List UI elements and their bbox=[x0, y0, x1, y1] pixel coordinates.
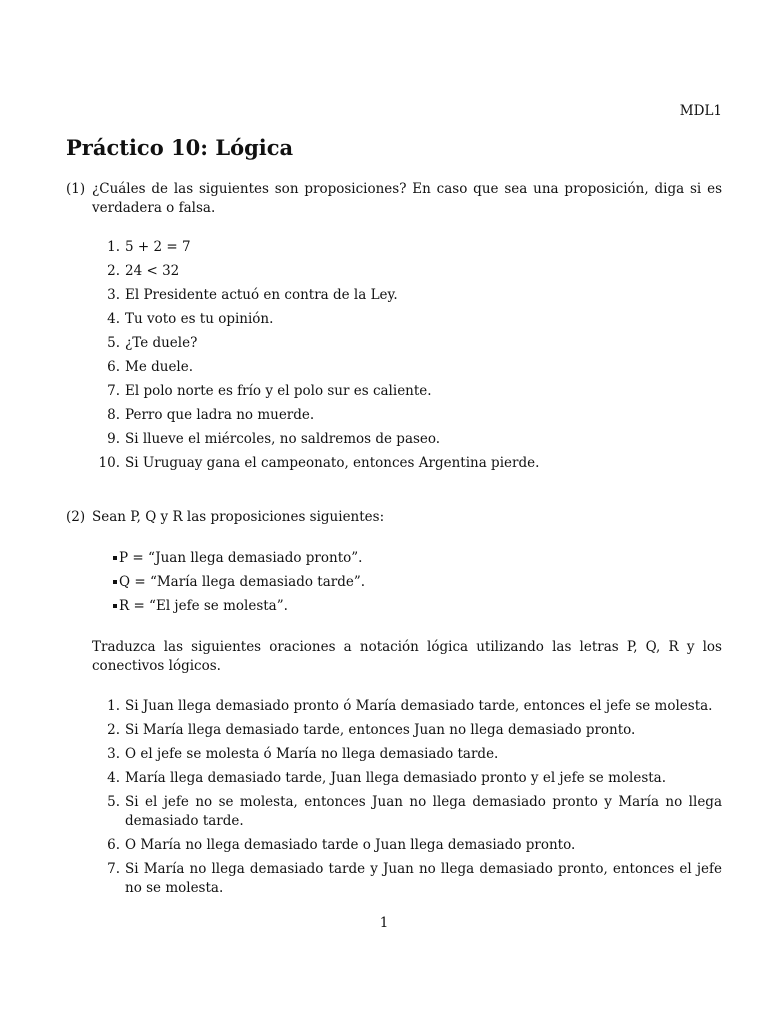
list-item bbox=[66, 549, 722, 568]
propositions-list bbox=[66, 549, 722, 616]
proposition-text: Q = “María llega demasiado tarde”. bbox=[119, 574, 366, 590]
item-text: El Presidente actuó en contra de la Ley. bbox=[125, 287, 398, 303]
page-title: Práctico 10: Lógica bbox=[66, 135, 294, 160]
proposition-text: R = “El jefe se molesta”. bbox=[119, 598, 288, 614]
item-number: 3. bbox=[107, 287, 120, 303]
item-number: 7. bbox=[107, 861, 120, 877]
exercise-1 bbox=[66, 180, 722, 473]
list-item bbox=[66, 697, 722, 716]
item-text: Me duele. bbox=[125, 359, 194, 375]
exercise-1-prompt: ¿Cuáles de las siguientes son proposiciones? En caso que sea una proposición, diga si es verdadera o falsa. bbox=[92, 181, 722, 216]
item-text: ¿Te duele? bbox=[125, 335, 198, 351]
bullet-icon bbox=[113, 604, 117, 608]
list-item bbox=[66, 597, 722, 616]
exercise-2-instruction: Traduzca las siguientes oraciones a notación lógica utilizando las letras P, Q, R y los conectivos lógicos. bbox=[92, 639, 722, 674]
list-item bbox=[66, 454, 722, 473]
list-item bbox=[66, 430, 722, 449]
exercise-2-header bbox=[66, 508, 722, 527]
item-text: Si el jefe no se molesta, entonces Juan no llega demasiado pronto y María no llega demasiado tarde. bbox=[125, 794, 722, 829]
list-item bbox=[66, 836, 722, 855]
item-number: 4. bbox=[107, 311, 120, 327]
page-number: 1 bbox=[379, 915, 389, 931]
list-item bbox=[66, 406, 722, 425]
item-text: Si Juan llega demasiado pronto ó María demasiado tarde, entonces el jefe se molesta. bbox=[125, 698, 713, 714]
item-number: 3. bbox=[107, 746, 120, 762]
bullet-icon bbox=[113, 580, 117, 584]
item-number: 6. bbox=[107, 359, 120, 375]
list-item bbox=[66, 262, 722, 281]
item-number: 10. bbox=[98, 455, 120, 471]
list-item bbox=[66, 286, 722, 305]
exercise-2 bbox=[66, 508, 722, 898]
item-text: 24 < 32 bbox=[125, 263, 180, 279]
item-number: 5. bbox=[107, 794, 120, 810]
list-item bbox=[66, 860, 722, 898]
item-number: 4. bbox=[107, 770, 120, 786]
item-text: O María no llega demasiado tarde o Juan llega demasiado pronto. bbox=[125, 837, 576, 853]
list-item bbox=[66, 721, 722, 740]
item-number: 5. bbox=[107, 335, 120, 351]
list-item bbox=[66, 238, 722, 257]
exercise-1-header bbox=[66, 180, 722, 218]
course-code: MDL1 bbox=[679, 103, 722, 119]
list-item bbox=[66, 573, 722, 592]
list-item bbox=[66, 310, 722, 329]
list-item bbox=[66, 334, 722, 353]
item-text: Perro que ladra no muerde. bbox=[125, 407, 315, 423]
exercise-2-prompt: Sean P, Q y R las proposiciones siguientes: bbox=[92, 509, 385, 525]
item-number: 6. bbox=[107, 837, 120, 853]
exercise-1-list bbox=[66, 238, 722, 473]
list-item bbox=[66, 793, 722, 831]
item-number: 1. bbox=[107, 698, 120, 714]
item-text: Si María no llega demasiado tarde y Juan no llega demasiado pronto, entonces el jefe no se molesta. bbox=[125, 861, 722, 896]
list-item bbox=[66, 769, 722, 788]
exercise-1-number: (1) bbox=[66, 181, 86, 197]
item-number: 9. bbox=[107, 431, 120, 447]
item-text: Tu voto es tu opinión. bbox=[125, 311, 274, 327]
item-number: 2. bbox=[107, 722, 120, 738]
item-text: Si llueve el miércoles, no saldremos de paseo. bbox=[125, 431, 441, 447]
item-number: 1. bbox=[107, 239, 120, 255]
item-number: 2. bbox=[107, 263, 120, 279]
proposition-text: P = “Juan llega demasiado pronto”. bbox=[119, 550, 363, 566]
list-item bbox=[66, 358, 722, 377]
item-number: 8. bbox=[107, 407, 120, 423]
item-text: 5 + 2 = 7 bbox=[125, 239, 191, 255]
exercise-2-list bbox=[66, 697, 722, 898]
item-text: Si María llega demasiado tarde, entonces Juan no llega demasiado pronto. bbox=[125, 722, 636, 738]
bullet-icon bbox=[113, 556, 117, 560]
item-text: María llega demasiado tarde, Juan llega demasiado pronto y el jefe se molesta. bbox=[125, 770, 667, 786]
item-text: Si Uruguay gana el campeonato, entonces Argentina pierde. bbox=[125, 455, 540, 471]
list-item bbox=[66, 382, 722, 401]
item-text: El polo norte es frío y el polo sur es caliente. bbox=[125, 383, 432, 399]
list-item bbox=[66, 745, 722, 764]
exercise-2-number: (2) bbox=[66, 509, 86, 525]
item-text: O el jefe se molesta ó María no llega demasiado tarde. bbox=[125, 746, 499, 762]
item-number: 7. bbox=[107, 383, 120, 399]
